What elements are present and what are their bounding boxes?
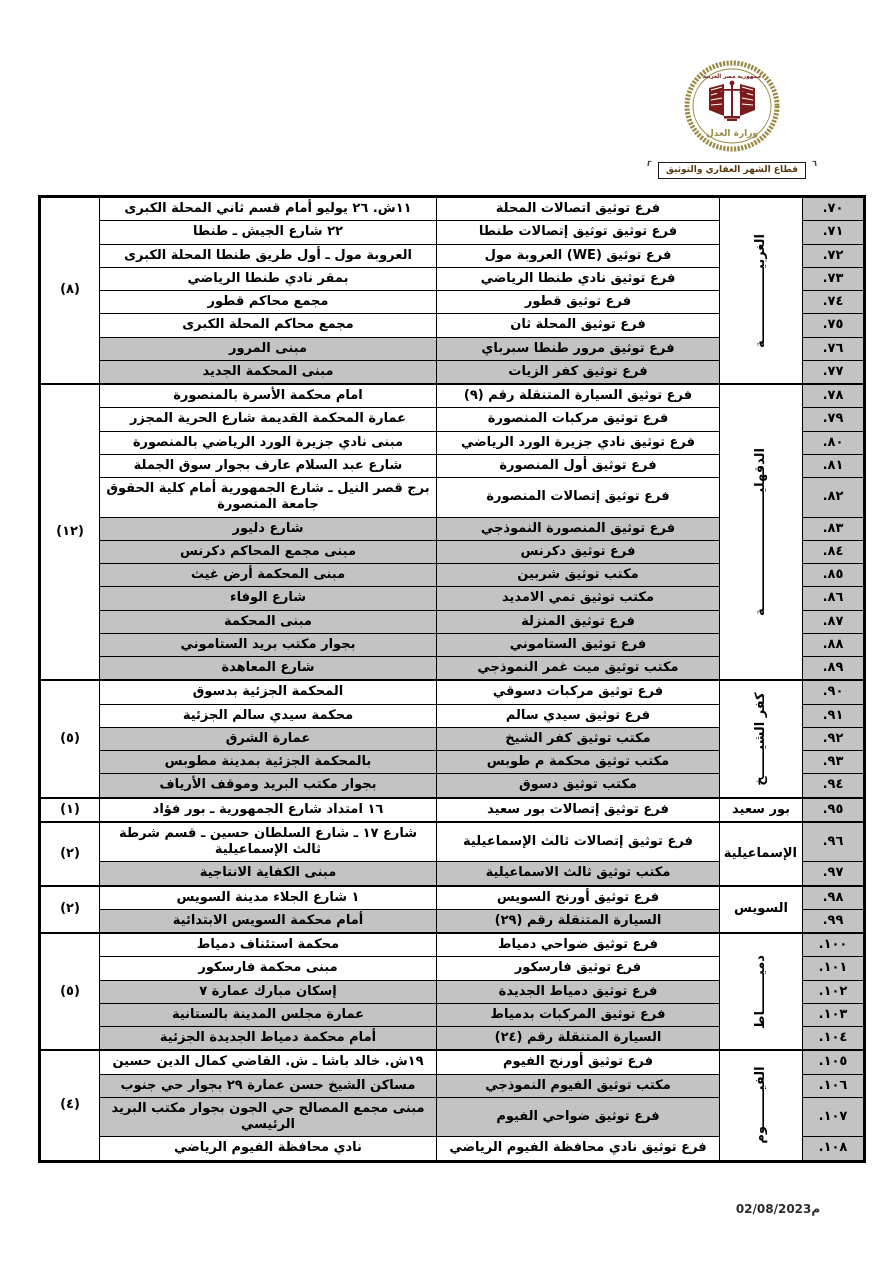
office-address: إسكان مبارك عمارة ٧: [100, 980, 437, 1003]
governorate-label: [720, 933, 803, 1050]
office-address: ١٩ش. خالد باشا ـ ش. القاضي كمال الدين حسين: [100, 1050, 437, 1074]
row-number: ٧٢.: [803, 244, 865, 267]
office-name: فرع توثيق نادي محافظة الفيوم الرياضي: [437, 1137, 720, 1161]
table-row: [40, 798, 865, 822]
governorate-label: [720, 798, 803, 822]
office-name: فرع توثيق إتصالات ثالث الإسماعيلية: [437, 822, 720, 862]
row-number: ٧٦.: [803, 337, 865, 360]
office-name: مكتب توثيق شربين: [437, 564, 720, 587]
row-number: ٨٠.: [803, 431, 865, 454]
row-number: ٧٣.: [803, 267, 865, 290]
office-address: مبنى المحكمة: [100, 610, 437, 633]
office-address: شارع الوفاء: [100, 587, 437, 610]
office-name: فرع توثيق إتصالات بور سعيد: [437, 798, 720, 822]
office-address: ٢٢ شارع الجيش ـ طنطا: [100, 221, 437, 244]
row-number: ١٠٣.: [803, 1003, 865, 1026]
eagle-scales-icon: [684, 60, 780, 152]
office-address: مبنى المرور: [100, 337, 437, 360]
notarization-offices-table: [38, 195, 866, 1163]
office-name: فرع توثيق أول المنصورة: [437, 454, 720, 477]
office-address: مبنى محكمة فارسكور: [100, 957, 437, 980]
office-name: فرع توثيق السيارة المتنقلة رقم (٩): [437, 384, 720, 408]
row-number: ٩٥.: [803, 798, 865, 822]
office-name: فرع توثيق مرور طنطا سبرباي: [437, 337, 720, 360]
office-name: مكتب توثيق دسوق: [437, 774, 720, 798]
row-number: ٩٧.: [803, 862, 865, 886]
governorate-name: دميــــــــاط: [752, 954, 768, 1029]
office-address: ١٦ امتداد شارع الجمهورية ـ بور فؤاد: [100, 798, 437, 822]
office-name: فرع توثيق أورنج السويس: [437, 886, 720, 910]
office-name: فرع توثيق إتصالات المنصورة: [437, 478, 720, 518]
row-number: ٩٣.: [803, 751, 865, 774]
office-name: فرع توثيق مركبات دسوقي: [437, 680, 720, 704]
ministry-emblem: [684, 60, 780, 156]
governorate-name: بور سعيد: [732, 801, 790, 817]
office-address: مجمع محاكم قطور: [100, 291, 437, 314]
office-name: فرع توثيق أورنج الفيوم: [437, 1050, 720, 1074]
office-address: امام محكمة الأسرة بالمنصورة: [100, 384, 437, 408]
office-address: مبنى مجمع المصالح حي الجون بجوار مكتب البريد الرئيسي: [100, 1097, 437, 1137]
office-address: شارع ١٧ ـ شارع السلطان حسين ـ قسم شرطة ثالث الإسماعيلية: [100, 822, 437, 862]
row-number: ٩٤.: [803, 774, 865, 798]
table-row: [40, 822, 865, 862]
banner-ornament-icon: ٦: [646, 159, 652, 168]
row-number: ٧٩.: [803, 408, 865, 431]
row-number: ٧٥.: [803, 314, 865, 337]
row-number: ١٠١.: [803, 957, 865, 980]
row-number: ٧٠.: [803, 197, 865, 221]
office-address: محكمة استئناف دمياط: [100, 933, 437, 957]
office-name: مكتب توثيق تمي الامديد: [437, 587, 720, 610]
office-name: فرع توثيق مركبات المنصورة: [437, 408, 720, 431]
office-name: فرع توثيق قطور: [437, 291, 720, 314]
office-name: فرع توثيق المركبات بدمياط: [437, 1003, 720, 1026]
table-row: [40, 1050, 865, 1074]
row-number: ٧٧.: [803, 360, 865, 384]
section-count: (٨): [40, 197, 100, 385]
office-address: بالمحكمة الجزئية بمدينة مطوبس: [100, 751, 437, 774]
governorate-name: السويس: [734, 901, 788, 917]
section-count: (٥): [40, 933, 100, 1050]
governorate-name: الدقهليــــــــــــــــــــــــــة: [752, 448, 768, 617]
row-number: ٩٠.: [803, 680, 865, 704]
governorate-label: [720, 384, 803, 680]
row-number: ١٠٧.: [803, 1097, 865, 1137]
office-name: مكتب توثيق الفيوم النموذجي: [437, 1074, 720, 1097]
office-address: أمام محكمة دمياط الجديدة الجزئية: [100, 1027, 437, 1051]
offices-table-body: [40, 197, 865, 1162]
row-number: ٨٤.: [803, 540, 865, 563]
office-address: عمارة مجلس المدينة بالستانية: [100, 1003, 437, 1026]
section-count: (٤): [40, 1050, 100, 1161]
sector-banner-label: قطاع الشهر العقاري والتوثيق: [665, 165, 798, 175]
office-name: فرع توثيق الستاموني: [437, 633, 720, 656]
office-name: فرع توثيق المنزلة: [437, 610, 720, 633]
governorate-label: [720, 1050, 803, 1161]
governorate-label: [720, 197, 803, 385]
office-name: السيارة المتنقلة رقم (٢٤): [437, 1027, 720, 1051]
office-address: برج قصر النيل ـ شارع الجمهورية أمام كلية الحقوق جامعة المنصورة: [100, 478, 437, 518]
row-number: ١٠٤.: [803, 1027, 865, 1051]
sector-banner: [646, 159, 817, 179]
section-count: (٢): [40, 886, 100, 934]
section-count: (١٢): [40, 384, 100, 680]
row-number: ٨٥.: [803, 564, 865, 587]
table-row: [40, 933, 865, 957]
office-address: مبنى نادي جزيرة الورد الرياضي بالمنصورة: [100, 431, 437, 454]
governorate-name: كفر الشيــــــخ: [752, 692, 768, 786]
row-number: ٨٨.: [803, 633, 865, 656]
office-name: فرع توثيق سيدي سالم: [437, 704, 720, 727]
row-number: ١٠٢.: [803, 980, 865, 1003]
section-count: (٢): [40, 822, 100, 886]
office-name: فرع توثيق (WE) العروبة مول: [437, 244, 720, 267]
office-address: المحكمة الجزئية بدسوق: [100, 680, 437, 704]
governorate-name: الفيــــــــوم: [752, 1066, 768, 1144]
office-address: أمام محكمة السويس الابتدائية: [100, 909, 437, 933]
office-name: فرع توثيق ضواحي دمياط: [437, 933, 720, 957]
row-number: ٨٩.: [803, 657, 865, 681]
emblem-ministry-text: وزارة العدل: [705, 129, 759, 139]
table-row: [40, 384, 865, 408]
office-address: مجمع محاكم المحلة الكبرى: [100, 314, 437, 337]
office-address: محكمة سيدي سالم الجزئية: [100, 704, 437, 727]
row-number: ٩٢.: [803, 727, 865, 750]
row-number: ٨٦.: [803, 587, 865, 610]
office-address: شارع دليور: [100, 517, 437, 540]
office-address: مبنى المحكمة أرض غيث: [100, 564, 437, 587]
office-name: مكتب توثيق كفر الشيخ: [437, 727, 720, 750]
office-address: شارع المعاهدة: [100, 657, 437, 681]
row-number: ٨٧.: [803, 610, 865, 633]
office-name: فرع توثيق دمياط الجديدة: [437, 980, 720, 1003]
office-name: فرع توثيق ضواحي الفيوم: [437, 1097, 720, 1137]
row-number: ١٠٠.: [803, 933, 865, 957]
office-address: بجوار مكتب بريد الستاموني: [100, 633, 437, 656]
office-address: ١ شارع الجلاء مدينة السويس: [100, 886, 437, 910]
row-number: ٩١.: [803, 704, 865, 727]
section-count: (١): [40, 798, 100, 822]
office-name: فرع توثيق كفر الزيات: [437, 360, 720, 384]
office-name: فرع توثيق المحلة ثان: [437, 314, 720, 337]
row-number: ٧٨.: [803, 384, 865, 408]
governorate-name: الغربيــــــــــــــــة: [752, 233, 768, 348]
row-number: ١٠٥.: [803, 1050, 865, 1074]
office-name: فرع توثيق نادي جزيرة الورد الرياضي: [437, 431, 720, 454]
office-name: فرع توثيق توثيق إتصالات طنطا: [437, 221, 720, 244]
governorate-label: [720, 886, 803, 934]
office-name: مكتب توثيق ميت غمر النموذجي: [437, 657, 720, 681]
document-header: [646, 60, 817, 179]
office-name: السيارة المتنقلة رقم (٢٩): [437, 909, 720, 933]
governorate-label: [720, 680, 803, 797]
office-address: ١١ش. ٢٦ يوليو أمام قسم ثاني المحلة الكبرى: [100, 197, 437, 221]
office-name: فرع توثيق فارسكور: [437, 957, 720, 980]
row-number: ١٠٦.: [803, 1074, 865, 1097]
governorate-label: [720, 822, 803, 886]
office-address: مساكن الشيخ حسن عمارة ٢٩ بجوار حي جنوب: [100, 1074, 437, 1097]
table-row: [40, 886, 865, 910]
row-number: ٩٨.: [803, 886, 865, 910]
office-address: نادي محافظة الفيوم الرياضي: [100, 1137, 437, 1161]
office-address: عمارة المحكمة القديمة شارع الحرية المجزر: [100, 408, 437, 431]
row-number: ٨٢.: [803, 478, 865, 518]
office-name: فرع توثيق اتصالات المحلة: [437, 197, 720, 221]
office-address: بمقر نادي طنطا الرياضي: [100, 267, 437, 290]
office-address: العروبة مول ـ أول طريق طنطا المحلة الكبرى: [100, 244, 437, 267]
row-number: ٨١.: [803, 454, 865, 477]
office-name: فرع توثيق نادي طنطا الرياضي: [437, 267, 720, 290]
table-row: [40, 197, 865, 221]
document-date: 02/08/2023م: [735, 1202, 821, 1216]
row-number: ٧٤.: [803, 291, 865, 314]
row-number: ٩٦.: [803, 822, 865, 862]
row-number: ٩٩.: [803, 909, 865, 933]
office-address: مبنى مجمع المحاكم دكرنس: [100, 540, 437, 563]
banner-ornament-icon: ٦: [812, 159, 817, 168]
emblem-country-text: جمهورية مصر العربية: [702, 74, 762, 80]
office-name: مكتب توثيق محكمة م طوبس: [437, 751, 720, 774]
office-address: شارع عبد السلام عارف بجوار سوق الجملة: [100, 454, 437, 477]
row-number: ٧١.: [803, 221, 865, 244]
section-count: (٥): [40, 680, 100, 797]
table-row: [40, 680, 865, 704]
office-address: بجوار مكتب البريد وموقف الأرياف: [100, 774, 437, 798]
governorate-name: الإسماعيلية: [723, 845, 797, 861]
row-number: ٨٣.: [803, 517, 865, 540]
office-name: فرع توثيق المنصورة النموذجي: [437, 517, 720, 540]
office-address: عمارة الشرق: [100, 727, 437, 750]
office-address: مبنى المحكمة الجديد: [100, 360, 437, 384]
office-address: مبنى الكفاية الانتاجية: [100, 862, 437, 886]
office-name: فرع توثيق دكرنس: [437, 540, 720, 563]
office-name: مكتب توثيق ثالث الاسماعيلية: [437, 862, 720, 886]
row-number: ١٠٨.: [803, 1137, 865, 1161]
